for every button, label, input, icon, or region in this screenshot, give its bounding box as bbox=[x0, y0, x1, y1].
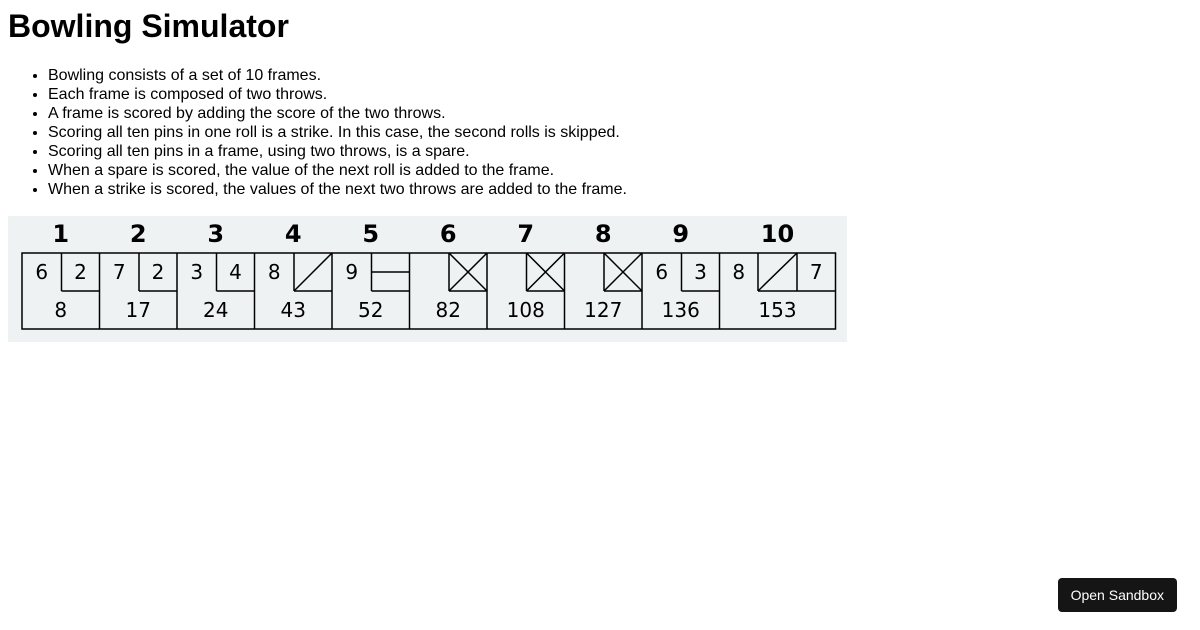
rule-item: • Bowling consists of a set of 10 frames. bbox=[48, 66, 627, 85]
throw-value: 2 bbox=[74, 260, 87, 284]
rule-item: • Scoring all ten pins in one roll is a strike. In this case, the second rolls is skipped. bbox=[48, 123, 627, 142]
spare-mark bbox=[294, 253, 332, 291]
throw-value: 8 bbox=[732, 260, 746, 284]
rule-item: • Scoring all ten pins in a frame, using two throws, is a spare. bbox=[48, 142, 627, 161]
rule-item: • When a spare is scored, the value of the next roll is added to the frame. bbox=[48, 161, 627, 180]
rule-item: • Each frame is composed of two throws. bbox=[48, 85, 627, 104]
frame-number: 1 bbox=[52, 220, 70, 248]
frame-total: 17 bbox=[125, 298, 151, 322]
spare-mark bbox=[758, 253, 797, 291]
frame-total: 127 bbox=[584, 298, 623, 322]
rule-item: • When a strike is scored, the values of the next two throws are added to the frame. bbox=[48, 180, 627, 199]
throw-value: 9 bbox=[345, 260, 359, 284]
open-sandbox-button[interactable]: Open Sandbox bbox=[1058, 578, 1177, 612]
frame-number: 6 bbox=[439, 220, 457, 248]
frame-total: 43 bbox=[280, 298, 306, 322]
frame-number: 3 bbox=[207, 220, 225, 248]
frame-total: 24 bbox=[203, 298, 229, 322]
frame-number: 7 bbox=[517, 220, 535, 248]
throw-value: 6 bbox=[655, 260, 669, 284]
rule-item: • A frame is scored by adding the score of the two throws. bbox=[48, 104, 627, 123]
bowling-scoreboard bbox=[8, 216, 847, 342]
page-title: Bowling Simulator bbox=[8, 8, 289, 44]
frame-number: 2 bbox=[129, 220, 147, 248]
frame-number: 4 bbox=[284, 220, 302, 248]
throw-value: 7 bbox=[809, 260, 823, 284]
throw-value: 6 bbox=[35, 260, 49, 284]
scoreboard-svg bbox=[8, 216, 847, 342]
throw-value: 7 bbox=[112, 260, 126, 284]
frame-number: 5 bbox=[362, 220, 380, 248]
throw-value: 3 bbox=[694, 260, 707, 284]
throw-value: 8 bbox=[267, 260, 281, 284]
frame-total: 52 bbox=[358, 298, 384, 322]
frame-total: 153 bbox=[758, 298, 797, 322]
frame-total: 108 bbox=[506, 298, 545, 322]
frame-number: 10 bbox=[760, 220, 795, 248]
frame-total: 8 bbox=[54, 298, 68, 322]
frame-number: 8 bbox=[594, 220, 612, 248]
frame-total: 82 bbox=[435, 298, 461, 322]
rules-list bbox=[8, 66, 627, 199]
throw-value: 2 bbox=[151, 260, 165, 284]
frame-number: 9 bbox=[672, 220, 690, 248]
throw-value: 4 bbox=[229, 260, 242, 284]
throw-value: 3 bbox=[190, 260, 204, 284]
frame-total: 136 bbox=[661, 298, 700, 322]
